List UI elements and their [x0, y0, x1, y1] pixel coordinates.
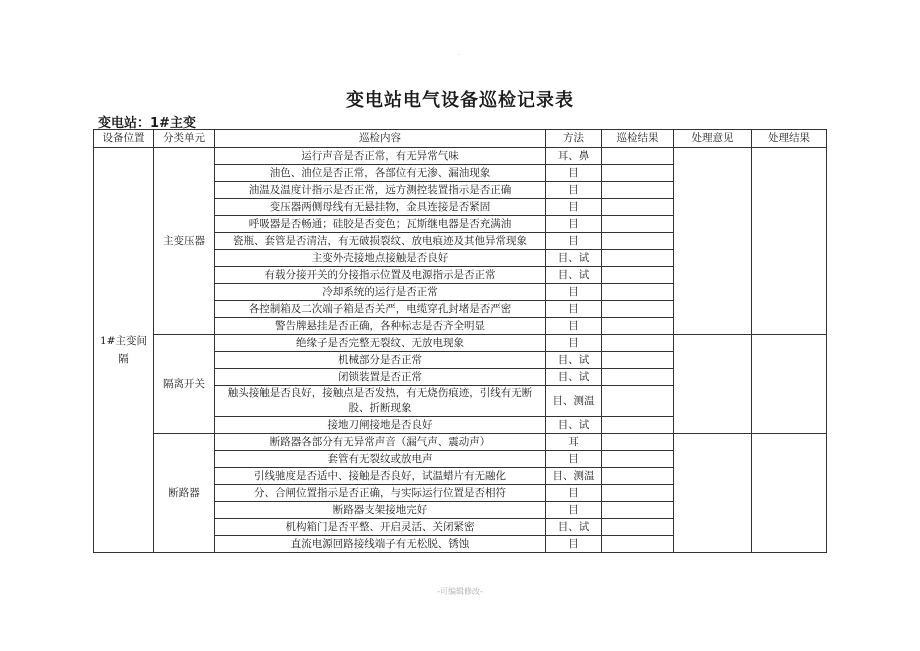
page-title: 变电站电气设备巡检记录表 [346, 90, 574, 111]
header-unit: 分类单元 [154, 130, 215, 148]
method-cell: 目 [546, 182, 602, 199]
footer-note: -可编辑修改- [437, 587, 483, 596]
header-opinion: 处理意见 [674, 130, 752, 148]
result-cell[interactable] [602, 434, 674, 451]
method-cell: 耳、鼻 [546, 148, 602, 165]
inspection-table [93, 129, 827, 553]
content-cell: 各控制箱及二次端子箱是否关严，电缆穿孔封堵是否严密 [215, 301, 546, 318]
position-cell: 1#主变间隔 [94, 148, 154, 553]
content-cell: 变压器两侧母线有无悬挂物，金具连接是否紧固 [215, 199, 546, 216]
result-cell[interactable] [602, 318, 674, 335]
result-cell[interactable] [602, 417, 674, 434]
opinion-cell[interactable] [674, 434, 752, 553]
outcome-cell[interactable] [752, 434, 827, 553]
header-result: 巡检结果 [602, 130, 674, 148]
method-cell: 目 [546, 536, 602, 553]
result-cell[interactable] [602, 485, 674, 502]
unit-cell: 隔离开关 [154, 335, 215, 434]
result-cell[interactable] [602, 386, 674, 417]
method-cell: 目、试 [546, 267, 602, 284]
content-cell: 机械部分是否正常 [215, 352, 546, 369]
result-cell[interactable] [602, 199, 674, 216]
content-cell: 断路器各部分有无异常声音（漏气声、震动声） [215, 434, 546, 451]
method-cell: 目、测温 [546, 468, 602, 485]
method-cell: 目 [546, 165, 602, 182]
result-cell[interactable] [602, 536, 674, 553]
content-cell: 油温及温度计指示是否正常，远方测控装置指示是否正确 [215, 182, 546, 199]
content-cell: 油色、油位是否正常，各部位有无渗、漏油现象 [215, 165, 546, 182]
outcome-cell[interactable] [752, 148, 827, 335]
method-cell: 目 [546, 301, 602, 318]
table-row [94, 335, 827, 352]
method-cell: 目、试 [546, 352, 602, 369]
content-cell: 警告牌悬挂是否正确，各种标志是否齐全明显 [215, 318, 546, 335]
method-cell: 目、试 [546, 417, 602, 434]
method-cell: 目 [546, 335, 602, 352]
header-content: 巡检内容 [215, 130, 546, 148]
method-cell: 目 [546, 485, 602, 502]
content-cell: 断路器支架接地完好 [215, 502, 546, 519]
method-cell: 目 [546, 284, 602, 301]
content-cell: 绝缘子是否完整无裂纹、无放电现象 [215, 335, 546, 352]
content-cell: 接地刀闸接地是否良好 [215, 417, 546, 434]
method-cell: 目 [546, 216, 602, 233]
content-cell: 冷却系统的运行是否正常 [215, 284, 546, 301]
result-cell[interactable] [602, 233, 674, 250]
content-cell: 呼吸器是否畅通；硅胶是否变色；瓦斯继电器是否充满油 [215, 216, 546, 233]
header-outcome: 处理结果 [752, 130, 827, 148]
content-cell: 机构箱门是否平整、开启灵活、关闭紧密 [215, 519, 546, 536]
content-cell: 触头接触是否良好，接触点是否发热，有无烧伤痕迹，引线有无断股、折断现象 [215, 386, 546, 417]
result-cell[interactable] [602, 369, 674, 386]
unit-cell: 断路器 [154, 434, 215, 553]
method-cell: 目 [546, 233, 602, 250]
method-cell: 目 [546, 502, 602, 519]
method-cell: 目、试 [546, 250, 602, 267]
opinion-cell[interactable] [674, 335, 752, 434]
method-cell: 目 [546, 451, 602, 468]
station-label: 变电站：1#主变 [98, 116, 196, 131]
table-row [94, 434, 827, 451]
header-position: 设备位置 [94, 130, 154, 148]
result-cell[interactable] [602, 165, 674, 182]
unit-cell: 主变压器 [154, 148, 215, 335]
result-cell[interactable] [602, 182, 674, 199]
method-cell: 目、试 [546, 519, 602, 536]
result-cell[interactable] [602, 451, 674, 468]
result-cell[interactable] [602, 352, 674, 369]
content-cell: 直流电源回路接线端子有无松脱、锈蚀 [215, 536, 546, 553]
result-cell[interactable] [602, 250, 674, 267]
method-cell: 目、测温 [546, 386, 602, 417]
result-cell[interactable] [602, 267, 674, 284]
content-cell: 瓷瓶、套管是否清洁，有无破损裂纹、放电痕迹及其他异常现象 [215, 233, 546, 250]
content-cell: 有载分接开关的分接指示位置及电源指示是否正常 [215, 267, 546, 284]
outcome-cell[interactable] [752, 335, 827, 434]
result-cell[interactable] [602, 284, 674, 301]
page-dot: . [458, 50, 460, 57]
result-cell[interactable] [602, 335, 674, 352]
opinion-cell[interactable] [674, 148, 752, 335]
content-cell: 引线驰度是否适中、接触是否良好，试温蜡片有无融化 [215, 468, 546, 485]
method-cell: 目、试 [546, 369, 602, 386]
table-header-row [94, 130, 827, 148]
result-cell[interactable] [602, 468, 674, 485]
content-cell: 分、合闸位置指示是否正确，与实际运行位置是否相符 [215, 485, 546, 502]
result-cell[interactable] [602, 301, 674, 318]
method-cell: 耳 [546, 434, 602, 451]
header-method: 方法 [546, 130, 602, 148]
result-cell[interactable] [602, 519, 674, 536]
result-cell[interactable] [602, 216, 674, 233]
result-cell[interactable] [602, 502, 674, 519]
result-cell[interactable] [602, 148, 674, 165]
content-cell: 运行声音是否正常，有无异常气味 [215, 148, 546, 165]
content-cell: 套管有无裂纹或放电声 [215, 451, 546, 468]
content-cell: 主变外壳接地点接触是否良好 [215, 250, 546, 267]
content-cell: 闭锁装置是否正常 [215, 369, 546, 386]
method-cell: 目 [546, 318, 602, 335]
method-cell: 目 [546, 199, 602, 216]
table-body [94, 148, 827, 553]
table-row [94, 148, 827, 165]
